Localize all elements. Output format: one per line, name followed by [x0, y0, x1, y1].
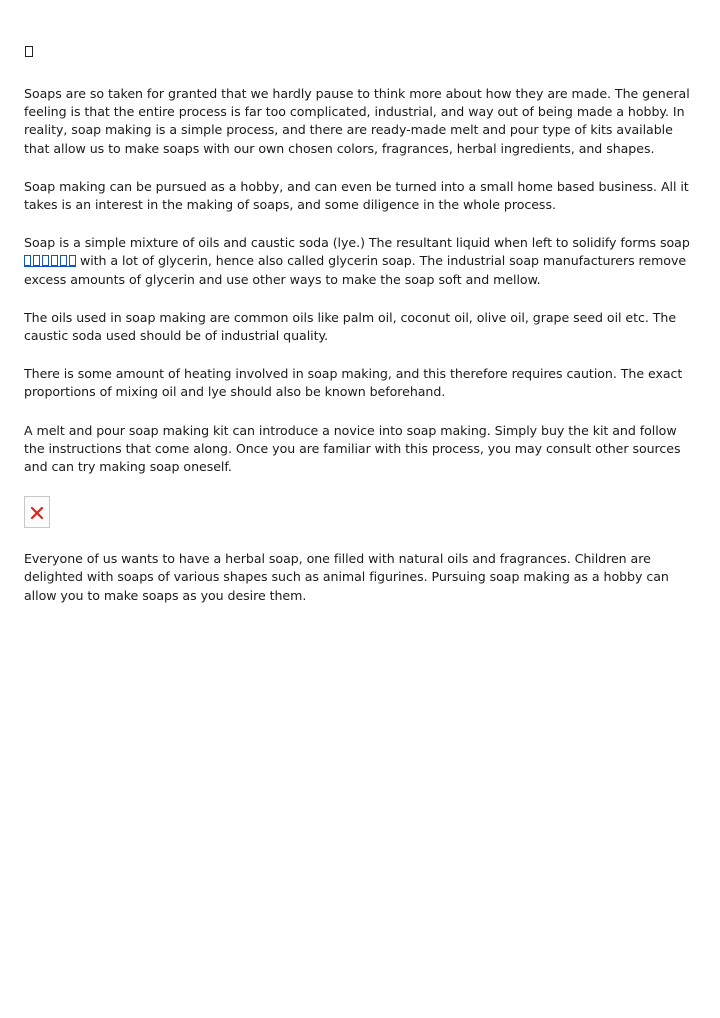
link-glyph — [42, 255, 49, 266]
paragraph-intro: Soaps are so taken for granted that we hardly pause to think more about how they are made. The general feeling is that the entire process is far too complicated, industrial, and way out of being made a hobby. In reality, soap making is a simple process, and there are ready-made melt and pour type of kits available that allow us to make soaps with our own chosen colors, fragrances, herbal ingredients, and shapes. — [24, 86, 690, 156]
link-glyph — [51, 255, 58, 266]
paragraph-heating: There is some amount of heating involved in soap making, and this therefore requires caution. The exact proportions of mixing oil and lye should also be known beforehand. — [24, 366, 683, 400]
missing-glyph-row — [24, 42, 696, 62]
paragraph-oils: The oils used in soap making are common oils like palm oil, coconut oil, olive oil, grape seed oil etc. The caustic soda used should be of industrial quality. — [24, 309, 677, 344]
missing-glyph-icon — [25, 46, 33, 57]
paragraph-kit: A melt and pour soap making kit can introduce a novice into soap making. Simply buy the kit and follow the instructions that come along. Once you are familiar with this process, you may consult other sources and can try making soap oneself. — [24, 422, 681, 475]
link-glyph — [24, 255, 31, 266]
link-glyph — [60, 255, 67, 266]
broken-image-icon — [24, 496, 50, 528]
link-glyph — [33, 255, 40, 266]
paragraph-herbal: Everyone of us wants to have a herbal soap, one filled with natural oils and fragrances. Children are delighted with soaps of various shapes such as animal figurines. Pursuing soap making as a hobby can allow you to make soaps as you desire them. — [24, 551, 669, 603]
paragraph-glycerin — [24, 234, 696, 289]
document-page — [24, 42, 696, 625]
link-glyph — [69, 255, 76, 266]
inline-link[interactable] — [24, 255, 76, 267]
paragraph-glycerin-before: Soap is a simple mixture of oils and caustic soda (lye.) The resultant liquid when left to solidify forms soap — [24, 235, 690, 251]
paragraph-glycerin-after: with a lot of glycerin, hence also called glycerin soap. The industrial soap manufacturers remove excess amounts of glycerin and use other ways to make the soap soft and mellow. — [24, 253, 687, 287]
paragraph-hobby: Soap making can be pursued as a hobby, and can even be turned into a small home based business. All it takes is an interest in the making of soaps, and some diligence in the whole process. — [24, 178, 689, 213]
close-x-icon — [29, 505, 45, 521]
